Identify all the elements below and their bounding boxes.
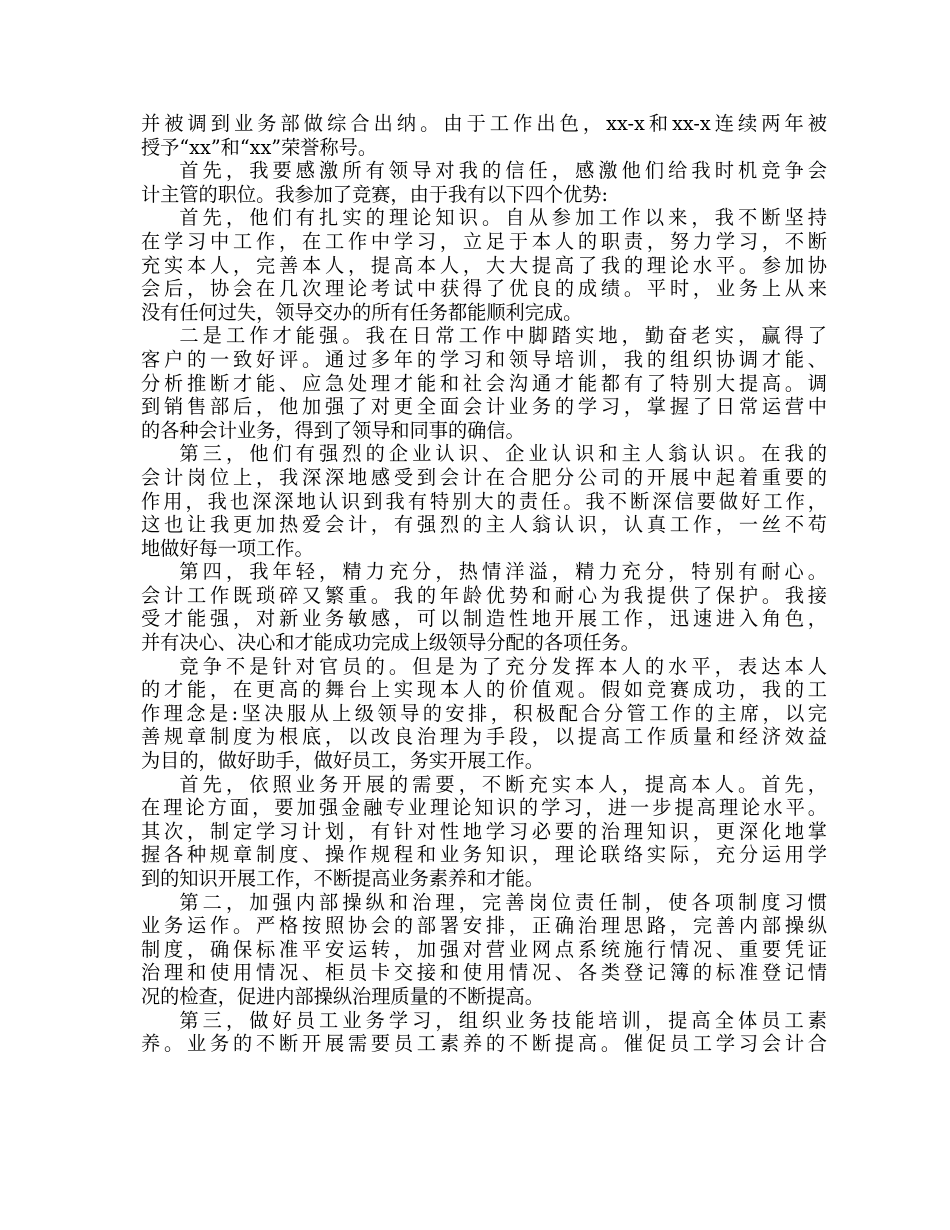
- paragraph-line: 作用，我也深深地认识到我有特别大的责任。我不断深信要做好工作，: [141, 489, 827, 513]
- paragraph-line: 客户的一致好评。通过多年的学习和领导培训，我的组织协调才能、: [141, 347, 827, 371]
- paragraph-first-line: 二是工作才能强。我在日常工作中脚踏实地，勤奋老实，赢得了: [179, 324, 827, 348]
- paragraph-line: 其次，制定学习计划，有针对性地学习必要的治理知识，更深化地掌: [141, 819, 827, 843]
- paragraph-line: 会计工作既琐碎又繁重。我的年龄优势和耐心为我提供了保护。我接: [141, 583, 827, 607]
- paragraph-line: 授予“xx”和“xx”荣誉称号。: [141, 135, 378, 159]
- paragraph-line: 制度，确保标准平安运转，加强对营业网点系统施行情况、重要凭证: [141, 937, 827, 961]
- paragraph-line: 握各种规章制度、操作规程和业务知识，理论联络实际，充分运用学: [141, 843, 827, 867]
- paragraph-line: 没有任何过失，领导交办的所有任务都能顺利完成。: [141, 300, 583, 324]
- paragraph-line: 的才能，在更高的舞台上实现本人的价值观。假如竞赛成功，我的工: [141, 678, 827, 702]
- paragraph-line: 会计岗位上，我深深地感受到会计在合肥分公司的开展中起着重要的: [141, 465, 827, 489]
- paragraph-first-line: 首先，他们有扎实的理论知识。自从参加工作以来，我不断坚持: [179, 206, 827, 230]
- paragraph-line: 地做好每一项工作。: [141, 536, 314, 560]
- paragraph-first-line: 竞争不是针对官员的。但是为了充分发挥本人的水平，表达本人: [179, 654, 827, 678]
- paragraph-first-line: 首先，依照业务开展的需要，不断充实本人，提高本人。首先，: [179, 772, 827, 796]
- paragraph-line: 分析推断才能、应急处理才能和社会沟通才能都有了特别大提高。调: [141, 371, 827, 395]
- paragraph-line: 业务运作。严格按照协会的部署安排，正确治理思路，完善内部操纵: [141, 914, 827, 938]
- paragraph-first-line: 首先，我要感激所有领导对我的信任，感激他们给我时机竞争会: [179, 159, 827, 183]
- paragraph-line: 为目的，做好助手，做好员工，务实开展工作。: [141, 749, 544, 773]
- paragraph-line: 况的检查，促进内部操纵治理质量的不断提高。: [141, 984, 544, 1008]
- paragraph-line: 善规章制度为根底，以改良治理为手段，以提高工作质量和经济效益: [141, 725, 827, 749]
- paragraph-line: 的各种会计业务，得到了领导和同事的确信。: [141, 418, 525, 442]
- paragraph-first-line: 第三，他们有强烈的企业认识、企业认识和主人翁认识。在我的: [179, 442, 827, 466]
- paragraph-line: 到的知识开展工作，不断提高业务素养和才能。: [141, 867, 544, 890]
- paragraph-line: 充实本人，完善本人，提高本人，大大提高了我的理论水平。参加协: [141, 253, 827, 277]
- paragraph-line: 计主管的职位。我参加了竞赛，由于我有以下四个优势:: [141, 182, 608, 206]
- paragraph-line: 这也让我更加热爱会计，有强烈的主人翁认识，认真工作，一丝不苟: [141, 513, 827, 537]
- paragraph-line: 作理念是:坚决服从上级领导的安排，积极配合分管工作的主席，以完: [141, 701, 827, 725]
- paragraph-line: 在学习中工作，在工作中学习，立足于本人的职责，努力学习，不断: [141, 229, 827, 253]
- paragraph-line: 并被调到业务部做综合出纳。由于工作出色，xx-x和xx-x连续两年被: [141, 112, 827, 135]
- document-page: [141, 112, 827, 1056]
- paragraph-first-line: 第二，加强内部操纵和治理，完善岗位责任制，使各项制度习惯: [179, 890, 827, 914]
- paragraph-first-line: 第三，做好员工业务学习，组织业务技能培训，提高全体员工素: [179, 1008, 827, 1032]
- paragraph-line: 到销售部后，他加强了对更全面会计业务的学习，掌握了日常运营中: [141, 395, 827, 419]
- paragraph-line: 受才能强，对新业务敏感，可以制造性地开展工作，迅速进入角色，: [141, 607, 827, 631]
- paragraph-line: 养。业务的不断开展需要员工素养的不断提高。催促员工学习会计合: [141, 1032, 827, 1056]
- paragraph-line: 治理和使用情况、柜员卡交接和使用情况、各类登记簿的标准登记情: [141, 961, 827, 985]
- paragraph-line: 会后，协会在几次理论考试中获得了优良的成绩。平时，业务上从来: [141, 277, 827, 301]
- paragraph-first-line: 第四，我年轻，精力充分，热情洋溢，精力充分，特别有耐心。: [179, 560, 827, 584]
- paragraph-line: 在理论方面，要加强金融专业理论知识的学习，进一步提高理论水平。: [141, 796, 827, 820]
- paragraph-line: 并有决心、决心和才能成功完成上级领导分配的各项任务。: [141, 631, 640, 655]
